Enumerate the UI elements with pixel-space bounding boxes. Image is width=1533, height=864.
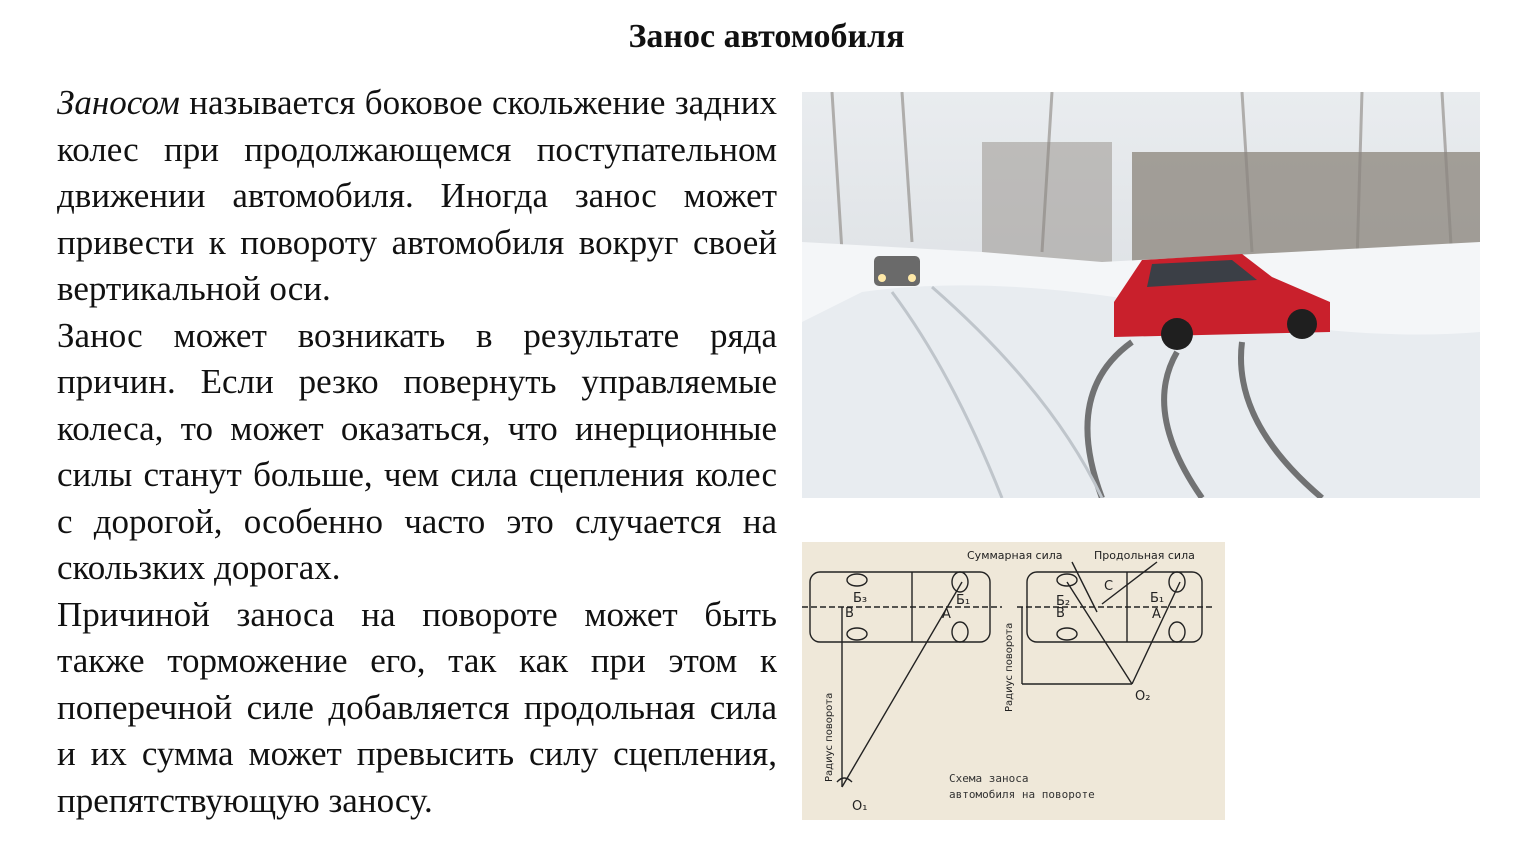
point-b3-left: Б₃ [853, 591, 868, 606]
point-a-left: А [942, 607, 951, 622]
paragraph-definition [27, 80, 777, 313]
term-skid: Заносом [57, 83, 180, 122]
label-radius-right: Радиус поворота [1004, 622, 1015, 712]
point-a-right: А [1152, 607, 1161, 622]
label-radius-left: Радиус поворота [824, 692, 835, 782]
paragraph-braking: Причиной заноса на повороте может быть также торможение его, так как при этом к поперечной силе добавляется продольная сила и их сумма может превысить силу сцепления, препятствующую заносу. [57, 594, 777, 820]
body-text [27, 80, 777, 824]
diagram-caption-line2: автомобиля на повороте [949, 788, 1095, 801]
label-total-force: Суммарная сила [967, 549, 1063, 562]
point-v-left: В [845, 606, 854, 621]
diagram-caption-line1: Схема заноса [949, 772, 1029, 785]
point-o2: О₂ [1135, 689, 1151, 704]
point-o1: О₁ [852, 799, 868, 814]
slide-title: Занос автомобиля [628, 18, 905, 55]
skidding-car-photo [802, 92, 1480, 498]
point-b1-right: Б₁ [1150, 591, 1165, 606]
label-longitudinal-force: Продольная сила [1094, 549, 1195, 562]
paragraph-causes: Занос может возникать в результате ряда причин. Если резко повернуть управляемые колеса, то может оказаться, что инерционные силы станут больше, чем сила сцепления колес с дорогой, особенно часто это случается на скользких дорогах. [57, 315, 777, 587]
point-c: С [1104, 579, 1114, 594]
point-v-right: В [1056, 606, 1065, 621]
skid-scheme-diagram [802, 542, 1225, 820]
point-b2-right: Б₂ [1056, 594, 1071, 609]
definition-text: называется боковое скольжение задних колес при продолжающемся поступательном движении автомобиля. Иногда занос может привести к повороту автомобиля вокруг своей вертикальной оси. [57, 83, 777, 308]
point-b1-left: Б₁ [956, 593, 971, 608]
